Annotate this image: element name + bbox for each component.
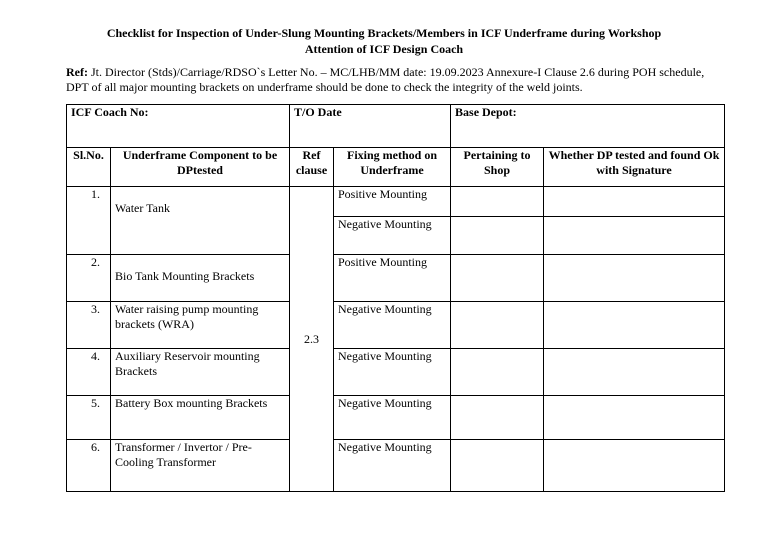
row-number: 4. [67,349,111,396]
table-row [67,440,725,492]
signature-cell[interactable] [544,396,725,440]
ref-clause-cell: 2.3 [290,187,334,492]
shop-cell[interactable] [451,396,544,440]
signature-cell[interactable] [544,217,725,255]
row-fixing-method: Negative Mounting [334,396,451,440]
row-fixing-method: Positive Mounting [334,187,451,217]
row-component: Water Tank [111,187,290,255]
signature-cell[interactable] [544,440,725,492]
table-row [67,302,725,349]
to-date-field[interactable]: T/O Date [290,105,451,148]
col-header-ref-clause: Ref clause [290,148,334,187]
signature-cell[interactable] [544,255,725,302]
table-row [67,187,725,217]
row-fixing-method: Negative Mounting [334,217,451,255]
row-component: Auxiliary Reservoir mounting Brackets [111,349,290,396]
row-component: Battery Box mounting Brackets [111,396,290,440]
row-number: 6. [67,440,111,492]
table-row [67,396,725,440]
row-component: Transformer / Invertor / Pre-Cooling Transformer [111,440,290,492]
table-row [67,349,725,396]
checklist-table [66,104,725,492]
shop-cell[interactable] [451,302,544,349]
shop-cell[interactable] [451,349,544,396]
coach-no-field[interactable]: ICF Coach No: [67,105,290,148]
row-number: 2. [67,255,111,302]
signature-cell[interactable] [544,302,725,349]
col-header-fixing-method: Fixing method on Underframe [334,148,451,187]
row-number: 5. [67,396,111,440]
header-fields-row [67,105,725,148]
col-header-slno: Sl.No. [67,148,111,187]
table-row [67,255,725,302]
row-fixing-method: Positive Mounting [334,255,451,302]
signature-cell[interactable] [544,187,725,217]
col-header-component: Underframe Component to be DPtested [111,148,290,187]
base-depot-field[interactable]: Base Depot: [451,105,725,148]
shop-cell[interactable] [451,255,544,302]
title-line-1: Checklist for Inspection of Under-Slung Mounting Brackets/Members in ICF Underframe during Workshop [106,26,662,40]
column-header-row [67,148,725,187]
row-fixing-method: Negative Mounting [334,440,451,492]
shop-cell[interactable] [451,440,544,492]
row-number: 3. [67,302,111,349]
row-component: Bio Tank Mounting Brackets [111,255,290,302]
ref-text: Jt. Director (Stds)/Carriage/RDSO`s Letter No. – MC/LHB/MM date: 19.09.2023 Annexure-I Clause 2.6 during POH schedule, DPT of all major mounting brackets on underframe should be done to check the integrity of the weld joints. [66,65,705,94]
ref-label: Ref: [66,65,88,79]
signature-cell[interactable] [544,349,725,396]
col-header-shop: Pertaining to Shop [451,148,544,187]
col-header-dp-tested: Whether DP tested and found Ok with Signature [544,148,725,187]
reference-paragraph [66,65,726,95]
row-fixing-method: Negative Mounting [334,349,451,396]
title-line-2: Attention of ICF Design Coach [304,42,464,56]
row-fixing-method: Negative Mounting [334,302,451,349]
shop-cell[interactable] [451,217,544,255]
row-number: 1. [67,187,111,255]
document-title [40,25,728,57]
row-component: Water raising pump mounting brackets (WRA) [111,302,290,349]
shop-cell[interactable] [451,187,544,217]
